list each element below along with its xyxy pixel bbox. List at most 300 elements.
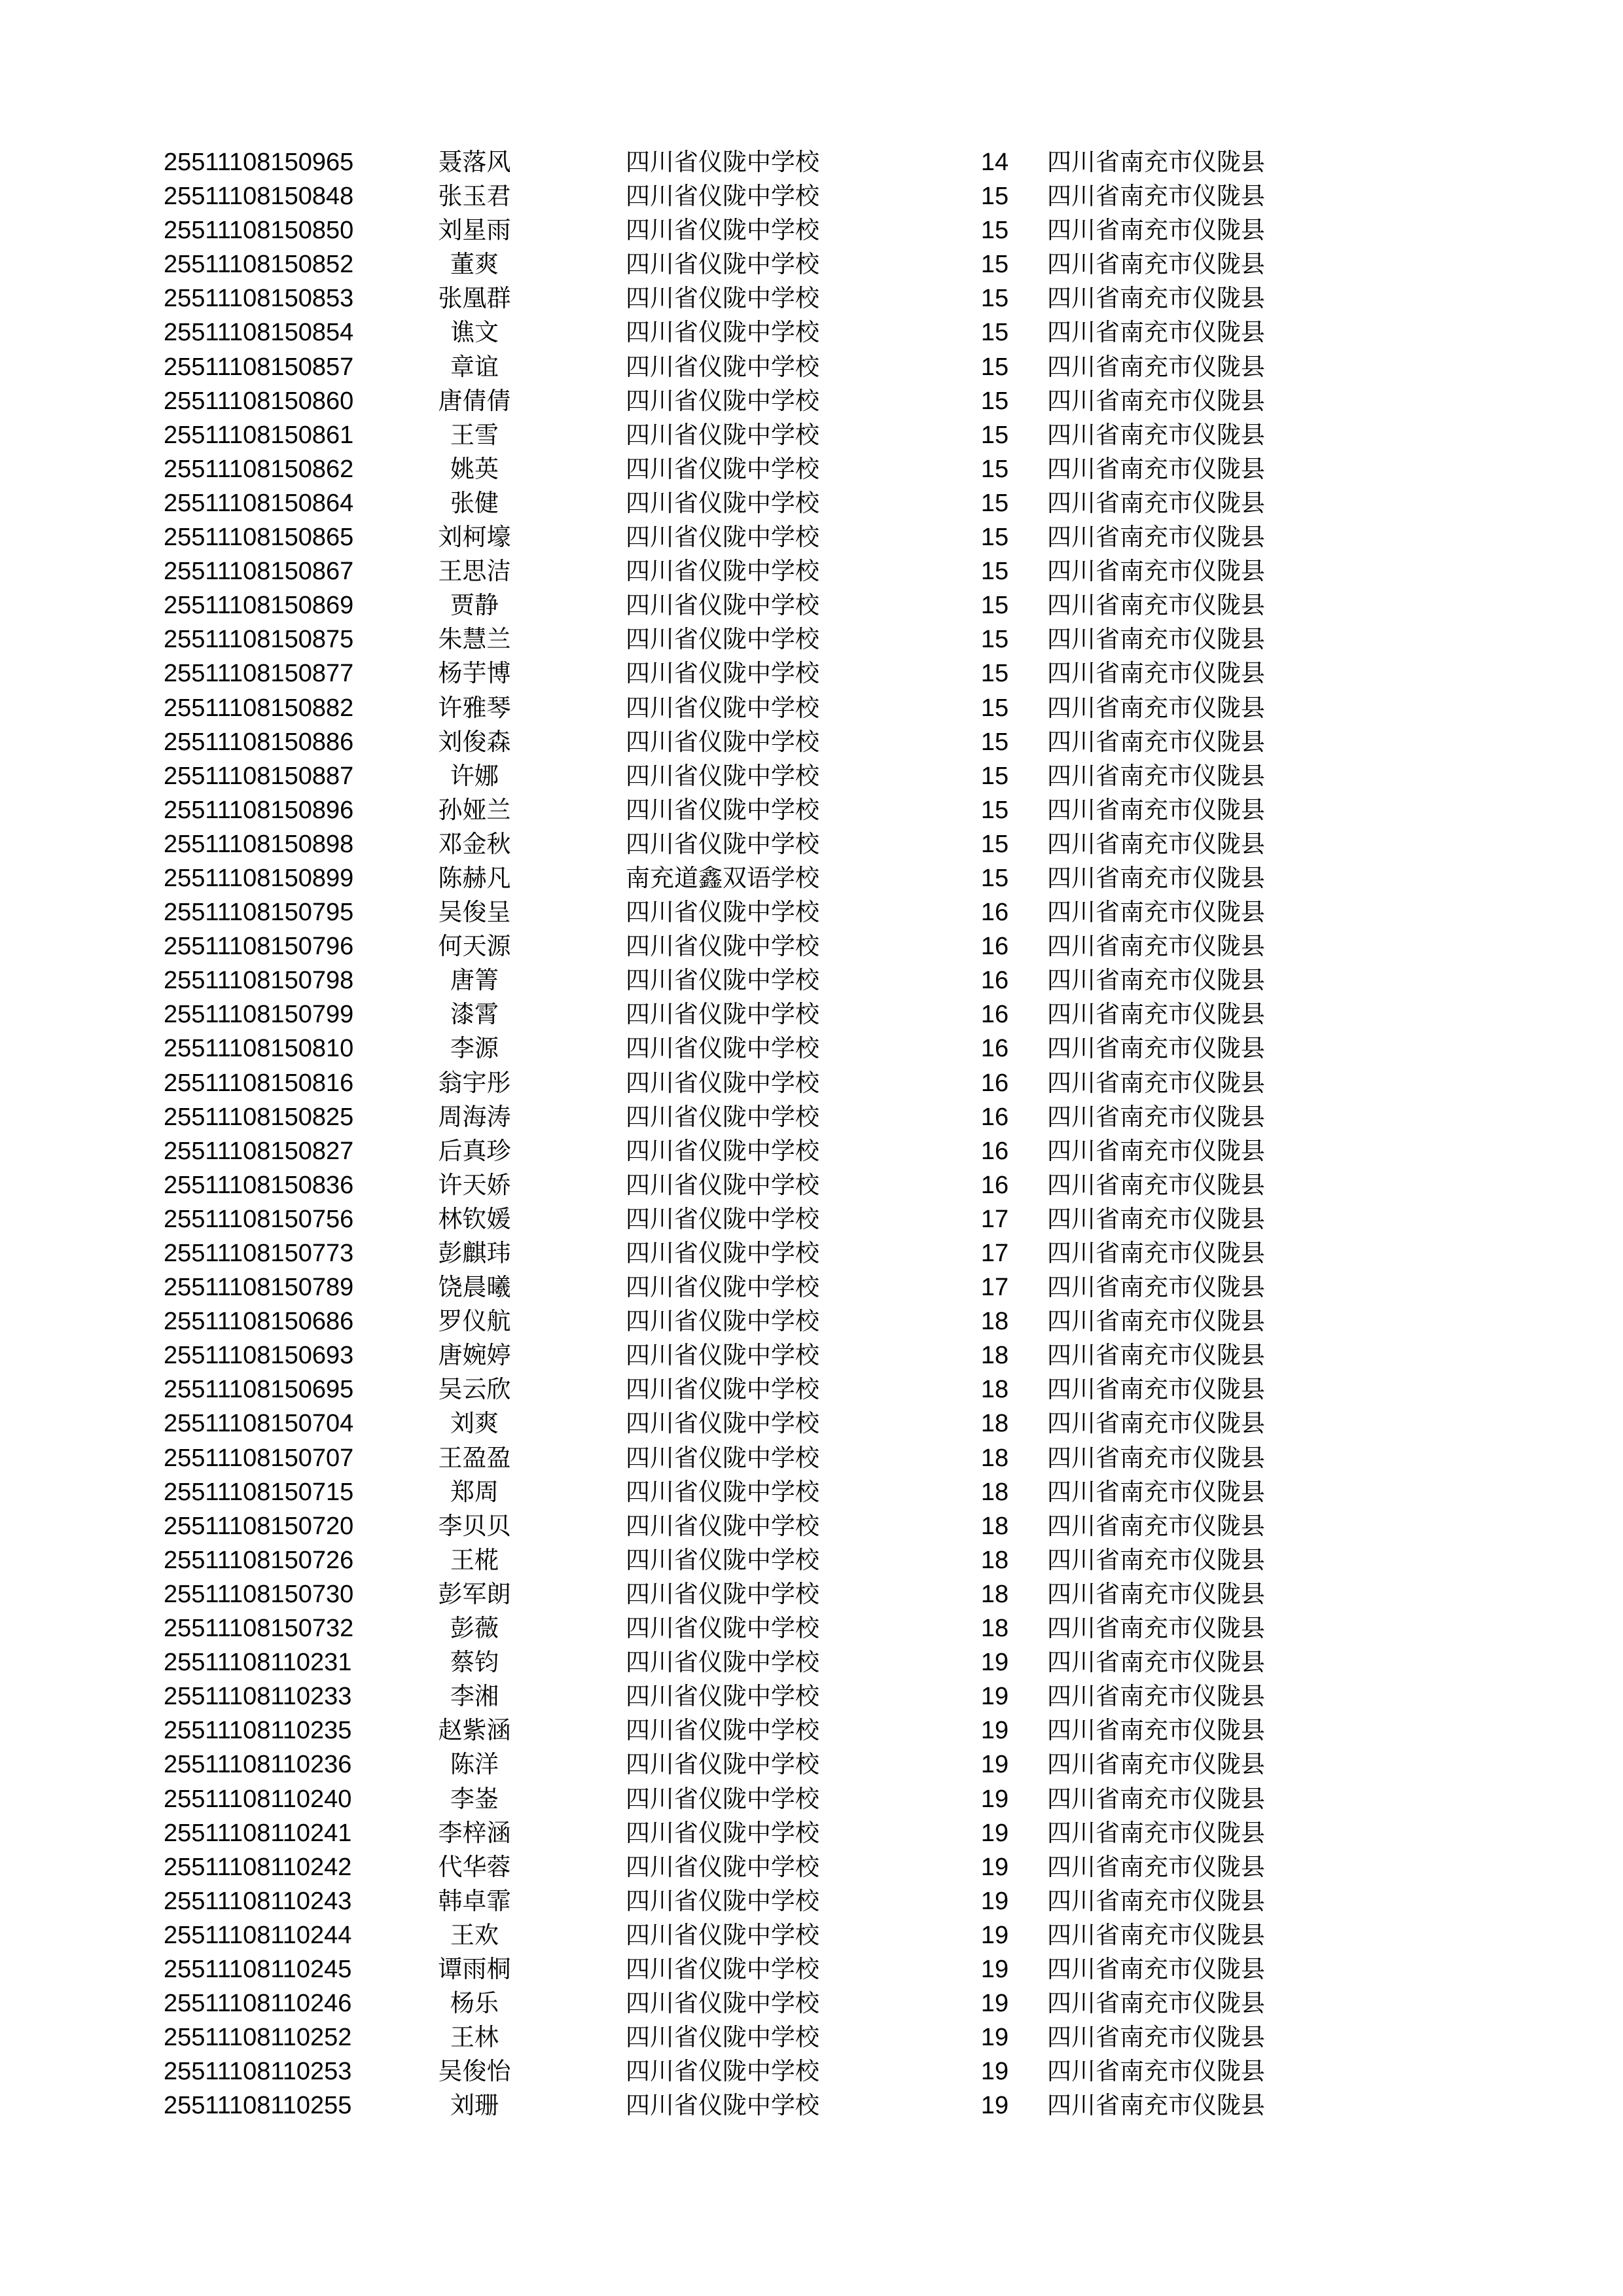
class-cell: 19: [980, 1887, 1009, 1915]
student-name-cell: 唐倩倩: [438, 386, 511, 415]
table-row: [164, 179, 1342, 213]
school-cell: 四川省仪陇中学校: [626, 1341, 819, 1370]
student-name-cell: 王雪: [450, 420, 499, 449]
class-cell: 15: [980, 762, 1009, 790]
class-cell: 15: [980, 183, 1009, 211]
region-cell: 四川省南充市仪陇县: [1047, 284, 1265, 313]
exam-id-cell: 25511108150810: [164, 1035, 354, 1063]
table-row: [164, 759, 1342, 793]
school-cell: 四川省仪陇中学校: [626, 1648, 819, 1677]
exam-id-cell: 25511108150732: [164, 1615, 354, 1643]
region-cell: 四川省南充市仪陇县: [1047, 2057, 1265, 2086]
table-row: [164, 929, 1342, 963]
class-cell: 15: [980, 660, 1009, 688]
student-name-cell: 王盈盈: [438, 1443, 511, 1472]
class-cell: 15: [980, 796, 1009, 824]
school-cell: 四川省仪陇中学校: [626, 454, 819, 483]
student-name-cell: 吴俊怡: [438, 2057, 511, 2086]
table-row: [164, 213, 1342, 247]
class-cell: 16: [980, 1137, 1009, 1165]
school-cell: 四川省仪陇中学校: [626, 932, 819, 961]
class-cell: 15: [980, 353, 1009, 381]
table-row: [164, 656, 1342, 691]
class-cell: 16: [980, 899, 1009, 927]
exam-id-cell: 25511108150886: [164, 728, 354, 756]
table-row: [164, 1100, 1342, 1134]
exam-id-cell: 25511108110246: [164, 1990, 352, 2018]
student-name-cell: 李湘: [450, 1682, 499, 1711]
exam-id-cell: 25511108150825: [164, 1103, 354, 1131]
exam-id-cell: 25511108150827: [164, 1137, 354, 1165]
student-name-cell: 张健: [450, 488, 499, 517]
region-cell: 四川省南充市仪陇县: [1047, 1034, 1265, 1063]
school-cell: 四川省仪陇中学校: [626, 1920, 819, 1949]
region-cell: 四川省南充市仪陇县: [1047, 1920, 1265, 1949]
exam-id-cell: 25511108150854: [164, 319, 354, 347]
region-cell: 四川省南充市仪陇县: [1047, 1136, 1265, 1165]
region-cell: 四川省南充市仪陇县: [1047, 1989, 1265, 2018]
class-cell: 15: [980, 217, 1009, 245]
exam-id-cell: 25511108150796: [164, 933, 354, 961]
class-cell: 15: [980, 455, 1009, 483]
student-name-cell: 后真珍: [438, 1136, 511, 1165]
student-name-cell: 刘星雨: [438, 216, 511, 245]
table-row: [164, 1441, 1342, 1475]
student-name-cell: 彭军朗: [438, 1579, 511, 1608]
student-name-cell: 罗仪航: [438, 1307, 511, 1336]
school-cell: 四川省仪陇中学校: [626, 1750, 819, 1779]
region-cell: 四川省南充市仪陇县: [1047, 1886, 1265, 1915]
class-cell: 16: [980, 1171, 1009, 1199]
school-cell: 四川省仪陇中学校: [626, 148, 819, 176]
class-cell: 15: [980, 489, 1009, 517]
exam-id-cell: 25511108110241: [164, 1819, 352, 1847]
school-cell: 四川省仪陇中学校: [626, 898, 819, 927]
school-cell: 四川省仪陇中学校: [626, 1239, 819, 1267]
table-row: [164, 1713, 1342, 1748]
table-row: [164, 1543, 1342, 1577]
region-cell: 四川省南充市仪陇县: [1047, 727, 1265, 756]
region-cell: 四川省南充市仪陇县: [1047, 1852, 1265, 1881]
student-name-cell: 张玉君: [438, 182, 511, 211]
table-row: [164, 1986, 1342, 2020]
student-name-cell: 赵紫涵: [438, 1716, 511, 1745]
student-name-cell: 刘柯壕: [438, 523, 511, 552]
school-cell: 四川省仪陇中学校: [626, 1170, 819, 1199]
table-row: [164, 1168, 1342, 1202]
school-cell: 四川省仪陇中学校: [626, 318, 819, 347]
exam-id-cell: 25511108150848: [164, 183, 354, 211]
school-cell: 四川省仪陇中学校: [626, 1375, 819, 1404]
student-name-cell: 陈洋: [450, 1750, 499, 1779]
table-row: [164, 1202, 1342, 1236]
school-cell: 四川省仪陇中学校: [626, 1989, 819, 2018]
table-row: [164, 1952, 1342, 1986]
exam-id-cell: 25511108150857: [164, 353, 354, 381]
region-cell: 四川省南充市仪陇县: [1047, 1818, 1265, 1847]
table-row: [164, 1509, 1342, 1543]
exam-id-cell: 25511108150695: [164, 1376, 354, 1404]
table-row: [164, 1816, 1342, 1850]
student-name-cell: 刘俊森: [438, 727, 511, 756]
school-cell: 四川省仪陇中学校: [626, 1307, 819, 1336]
student-name-cell: 朱慧兰: [438, 625, 511, 654]
school-cell: 四川省仪陇中学校: [626, 488, 819, 517]
region-cell: 四川省南充市仪陇县: [1047, 1443, 1265, 1472]
class-cell: 18: [980, 1410, 1009, 1438]
exam-id-cell: 25511108150865: [164, 524, 354, 552]
school-cell: 四川省仪陇中学校: [626, 966, 819, 995]
student-name-cell: 许天娇: [438, 1170, 511, 1199]
student-name-cell: 唐箐: [450, 966, 499, 995]
student-name-cell: 邓金秋: [438, 829, 511, 858]
exam-id-cell: 25511108150686: [164, 1308, 354, 1336]
table-row: [164, 1304, 1342, 1338]
region-cell: 四川省南充市仪陇县: [1047, 898, 1265, 927]
class-cell: 19: [980, 1751, 1009, 1779]
exam-id-cell: 25511108150887: [164, 762, 354, 790]
exam-id-cell: 25511108150773: [164, 1240, 354, 1267]
school-cell: 四川省仪陇中学校: [626, 1545, 819, 1574]
region-cell: 四川省南充市仪陇县: [1047, 625, 1265, 654]
region-cell: 四川省南充市仪陇县: [1047, 1784, 1265, 1813]
class-cell: 15: [980, 864, 1009, 892]
student-name-cell: 何天源: [438, 932, 511, 961]
region-cell: 四川省南充市仪陇县: [1047, 1307, 1265, 1336]
region-cell: 四川省南充市仪陇县: [1047, 1000, 1265, 1029]
table-row: [164, 1372, 1342, 1407]
school-cell: 四川省仪陇中学校: [626, 761, 819, 790]
table-row: [164, 691, 1342, 725]
exam-id-cell: 25511108150867: [164, 558, 354, 586]
school-cell: 四川省仪陇中学校: [626, 1614, 819, 1643]
exam-id-cell: 25511108150965: [164, 149, 354, 176]
school-cell: 四川省仪陇中学校: [626, 420, 819, 449]
exam-id-cell: 25511108150899: [164, 864, 354, 892]
region-cell: 四川省南充市仪陇县: [1047, 182, 1265, 211]
student-name-cell: 李崟: [450, 1784, 499, 1813]
student-name-cell: 唐婉婷: [438, 1341, 511, 1370]
table-row: [164, 315, 1342, 350]
table-row: [164, 1918, 1342, 1952]
class-cell: 15: [980, 694, 1009, 722]
table-row: [164, 1850, 1342, 1884]
exam-id-cell: 25511108150864: [164, 489, 354, 517]
region-cell: 四川省南充市仪陇县: [1047, 1750, 1265, 1779]
table-row: [164, 1679, 1342, 1713]
class-cell: 18: [980, 1546, 1009, 1574]
class-cell: 18: [980, 1376, 1009, 1404]
region-cell: 四川省南充市仪陇县: [1047, 795, 1265, 824]
class-cell: 15: [980, 421, 1009, 449]
student-name-cell: 李源: [450, 1034, 499, 1063]
exam-id-cell: 25511108150861: [164, 421, 354, 449]
class-cell: 14: [980, 149, 1009, 176]
student-name-cell: 章谊: [450, 352, 499, 381]
table-row: [164, 1338, 1342, 1372]
exam-id-cell: 25511108110235: [164, 1717, 352, 1745]
class-cell: 18: [980, 1580, 1009, 1608]
school-cell: 四川省仪陇中学校: [626, 2023, 819, 2052]
student-name-cell: 董爽: [450, 250, 499, 279]
region-cell: 四川省南充市仪陇县: [1047, 557, 1265, 586]
region-cell: 四川省南充市仪陇县: [1047, 1682, 1265, 1711]
student-name-cell: 彭麒玮: [438, 1239, 511, 1267]
exam-id-cell: 25511108110240: [164, 1785, 352, 1813]
table-row: [164, 520, 1342, 554]
student-name-cell: 代华蓉: [438, 1852, 511, 1881]
exam-id-cell: 25511108150816: [164, 1069, 354, 1097]
class-cell: 19: [980, 1649, 1009, 1677]
school-cell: 四川省仪陇中学校: [626, 795, 819, 824]
school-cell: 四川省仪陇中学校: [626, 1102, 819, 1131]
exam-id-cell: 25511108110231: [164, 1649, 352, 1677]
exam-id-cell: 25511108150836: [164, 1171, 354, 1199]
region-cell: 四川省南充市仪陇县: [1047, 1204, 1265, 1233]
exam-id-cell: 25511108150852: [164, 251, 354, 279]
exam-id-cell: 25511108110252: [164, 2024, 352, 2052]
class-cell: 15: [980, 592, 1009, 620]
class-cell: 19: [980, 1853, 1009, 1881]
student-name-cell: 王欢: [450, 1920, 499, 1949]
student-table: [164, 145, 1342, 2123]
exam-id-cell: 25511108150882: [164, 694, 354, 722]
student-name-cell: 周海涛: [438, 1102, 511, 1131]
region-cell: 四川省南充市仪陇县: [1047, 250, 1265, 279]
region-cell: 四川省南充市仪陇县: [1047, 966, 1265, 995]
region-cell: 四川省南充市仪陇县: [1047, 829, 1265, 858]
school-cell: 四川省仪陇中学校: [626, 829, 819, 858]
table-row: [164, 452, 1342, 486]
class-cell: 19: [980, 2024, 1009, 2052]
exam-id-cell: 25511108110236: [164, 1751, 352, 1779]
exam-id-cell: 25511108150704: [164, 1410, 354, 1438]
table-row: [164, 1748, 1342, 1782]
student-name-cell: 翁宇彤: [438, 1068, 511, 1097]
region-cell: 四川省南充市仪陇县: [1047, 1068, 1265, 1097]
school-cell: 四川省仪陇中学校: [626, 216, 819, 245]
school-cell: 四川省仪陇中学校: [626, 659, 819, 688]
region-cell: 四川省南充市仪陇县: [1047, 1375, 1265, 1404]
table-row: [164, 554, 1342, 588]
table-row: [164, 588, 1342, 622]
table-row: [164, 895, 1342, 929]
student-name-cell: 吴云欣: [438, 1375, 511, 1404]
school-cell: 四川省仪陇中学校: [626, 1136, 819, 1165]
exam-id-cell: 25511108110244: [164, 1921, 352, 1949]
table-row: [164, 1645, 1342, 1679]
school-cell: 四川省仪陇中学校: [626, 1068, 819, 1097]
student-name-cell: 漆霄: [450, 1000, 499, 1029]
class-cell: 17: [980, 1240, 1009, 1267]
student-name-cell: 谯文: [450, 318, 499, 347]
student-name-cell: 聂落风: [438, 148, 511, 176]
class-cell: 19: [980, 1819, 1009, 1847]
student-name-cell: 蔡钧: [450, 1648, 499, 1677]
class-cell: 15: [980, 251, 1009, 279]
exam-id-cell: 25511108150693: [164, 1342, 354, 1370]
region-cell: 四川省南充市仪陇县: [1047, 2023, 1265, 2052]
table-row: [164, 2089, 1342, 2123]
table-row: [164, 1270, 1342, 1304]
class-cell: 19: [980, 2092, 1009, 2120]
school-cell: 四川省仪陇中学校: [626, 523, 819, 552]
table-row: [164, 827, 1342, 861]
school-cell: 四川省仪陇中学校: [626, 386, 819, 415]
table-row: [164, 997, 1342, 1031]
class-cell: 15: [980, 830, 1009, 858]
class-cell: 17: [980, 1274, 1009, 1302]
school-cell: 四川省仪陇中学校: [626, 284, 819, 313]
student-name-cell: 姚英: [450, 454, 499, 483]
exam-id-cell: 25511108150798: [164, 967, 354, 995]
table-row: [164, 1884, 1342, 1918]
student-name-cell: 杨乐: [450, 1989, 499, 2018]
class-cell: 16: [980, 933, 1009, 961]
region-cell: 四川省南充市仪陇县: [1047, 1716, 1265, 1745]
exam-id-cell: 25511108150756: [164, 1205, 354, 1233]
region-cell: 四川省南充市仪陇县: [1047, 1477, 1265, 1506]
class-cell: 15: [980, 524, 1009, 552]
region-cell: 四川省南充市仪陇县: [1047, 318, 1265, 347]
student-name-cell: 李贝贝: [438, 1511, 511, 1540]
class-cell: 16: [980, 1035, 1009, 1063]
exam-id-cell: 25511108150799: [164, 1001, 354, 1029]
student-name-cell: 彭薇: [450, 1614, 499, 1643]
class-cell: 19: [980, 2058, 1009, 2086]
table-row: [164, 486, 1342, 520]
region-cell: 四川省南充市仪陇县: [1047, 488, 1265, 517]
student-name-cell: 许娜: [450, 761, 499, 790]
student-name-cell: 王椛: [450, 1545, 499, 1574]
exam-id-cell: 25511108150795: [164, 899, 354, 927]
region-cell: 四川省南充市仪陇县: [1047, 1614, 1265, 1643]
region-cell: 四川省南充市仪陇县: [1047, 216, 1265, 245]
table-row: [164, 1611, 1342, 1645]
school-cell: 四川省仪陇中学校: [626, 1716, 819, 1745]
table-row: [164, 793, 1342, 827]
student-name-cell: 吴俊呈: [438, 898, 511, 927]
region-cell: 四川省南充市仪陇县: [1047, 148, 1265, 176]
exam-id-cell: 25511108110245: [164, 1955, 352, 1983]
region-cell: 四川省南充市仪陇县: [1047, 523, 1265, 552]
class-cell: 16: [980, 1001, 1009, 1029]
school-cell: 四川省仪陇中学校: [626, 1204, 819, 1233]
class-cell: 18: [980, 1342, 1009, 1370]
class-cell: 16: [980, 1069, 1009, 1097]
region-cell: 四川省南充市仪陇县: [1047, 1273, 1265, 1302]
class-cell: 17: [980, 1205, 1009, 1233]
region-cell: 四川省南充市仪陇县: [1047, 1579, 1265, 1608]
table-row: [164, 963, 1342, 997]
table-row: [164, 1031, 1342, 1066]
region-cell: 四川省南充市仪陇县: [1047, 761, 1265, 790]
school-cell: 四川省仪陇中学校: [626, 1511, 819, 1540]
school-cell: 四川省仪陇中学校: [626, 1852, 819, 1881]
exam-id-cell: 25511108150730: [164, 1580, 354, 1608]
class-cell: 19: [980, 1921, 1009, 1949]
exam-id-cell: 25511108150853: [164, 285, 354, 313]
student-name-cell: 贾静: [450, 591, 499, 620]
student-name-cell: 孙娅兰: [438, 795, 511, 824]
region-cell: 四川省南充市仪陇县: [1047, 454, 1265, 483]
school-cell: 四川省仪陇中学校: [626, 557, 819, 586]
school-cell: 四川省仪陇中学校: [626, 2057, 819, 2086]
region-cell: 四川省南充市仪陇县: [1047, 386, 1265, 415]
school-cell: 四川省仪陇中学校: [626, 182, 819, 211]
school-cell: 四川省仪陇中学校: [626, 1954, 819, 1983]
region-cell: 四川省南充市仪陇县: [1047, 1341, 1265, 1370]
class-cell: 18: [980, 1615, 1009, 1643]
region-cell: 四川省南充市仪陇县: [1047, 693, 1265, 722]
table-row: [164, 2054, 1342, 2089]
class-cell: 19: [980, 1785, 1009, 1813]
exam-id-cell: 25511108150707: [164, 1444, 354, 1472]
table-row: [164, 247, 1342, 281]
school-cell: 四川省仪陇中学校: [626, 1443, 819, 1472]
class-cell: 18: [980, 1478, 1009, 1506]
school-cell: 南充道鑫双语学校: [626, 863, 819, 892]
student-name-cell: 杨芋博: [438, 659, 511, 688]
school-cell: 四川省仪陇中学校: [626, 250, 819, 279]
class-cell: 19: [980, 1683, 1009, 1711]
table-row: [164, 1066, 1342, 1100]
class-cell: 19: [980, 1990, 1009, 2018]
student-name-cell: 刘珊: [450, 2091, 499, 2120]
school-cell: 四川省仪陇中学校: [626, 1784, 819, 1813]
table-row: [164, 1475, 1342, 1509]
exam-id-cell: 25511108150715: [164, 1478, 354, 1506]
student-name-cell: 刘爽: [450, 1409, 499, 1438]
exam-id-cell: 25511108110243: [164, 1887, 352, 1915]
region-cell: 四川省南充市仪陇县: [1047, 1170, 1265, 1199]
region-cell: 四川省南充市仪陇县: [1047, 591, 1265, 620]
table-row: [164, 1134, 1342, 1168]
table-row: [164, 281, 1342, 315]
region-cell: 四川省南充市仪陇县: [1047, 1954, 1265, 1983]
region-cell: 四川省南充市仪陇县: [1047, 1102, 1265, 1131]
school-cell: 四川省仪陇中学校: [626, 1273, 819, 1302]
table-row: [164, 1236, 1342, 1270]
class-cell: 16: [980, 1103, 1009, 1131]
student-name-cell: 王思洁: [438, 557, 511, 586]
region-cell: 四川省南充市仪陇县: [1047, 1239, 1265, 1267]
table-row: [164, 622, 1342, 656]
school-cell: 四川省仪陇中学校: [626, 2091, 819, 2120]
class-cell: 15: [980, 285, 1009, 313]
class-cell: 16: [980, 967, 1009, 995]
school-cell: 四川省仪陇中学校: [626, 693, 819, 722]
class-cell: 18: [980, 1444, 1009, 1472]
exam-id-cell: 25511108150850: [164, 217, 354, 245]
student-name-cell: 张凰群: [438, 284, 511, 313]
table-row: [164, 145, 1342, 179]
region-cell: 四川省南充市仪陇县: [1047, 659, 1265, 688]
school-cell: 四川省仪陇中学校: [626, 625, 819, 654]
region-cell: 四川省南充市仪陇县: [1047, 2091, 1265, 2120]
table-row: [164, 384, 1342, 418]
class-cell: 18: [980, 1512, 1009, 1540]
exam-id-cell: 25511108150896: [164, 796, 354, 824]
table-row: [164, 418, 1342, 452]
table-row: [164, 1782, 1342, 1816]
exam-id-cell: 25511108150720: [164, 1512, 354, 1540]
table-row: [164, 2020, 1342, 2054]
exam-id-cell: 25511108150789: [164, 1274, 354, 1302]
school-cell: 四川省仪陇中学校: [626, 1000, 819, 1029]
school-cell: 四川省仪陇中学校: [626, 591, 819, 620]
school-cell: 四川省仪陇中学校: [626, 1409, 819, 1438]
